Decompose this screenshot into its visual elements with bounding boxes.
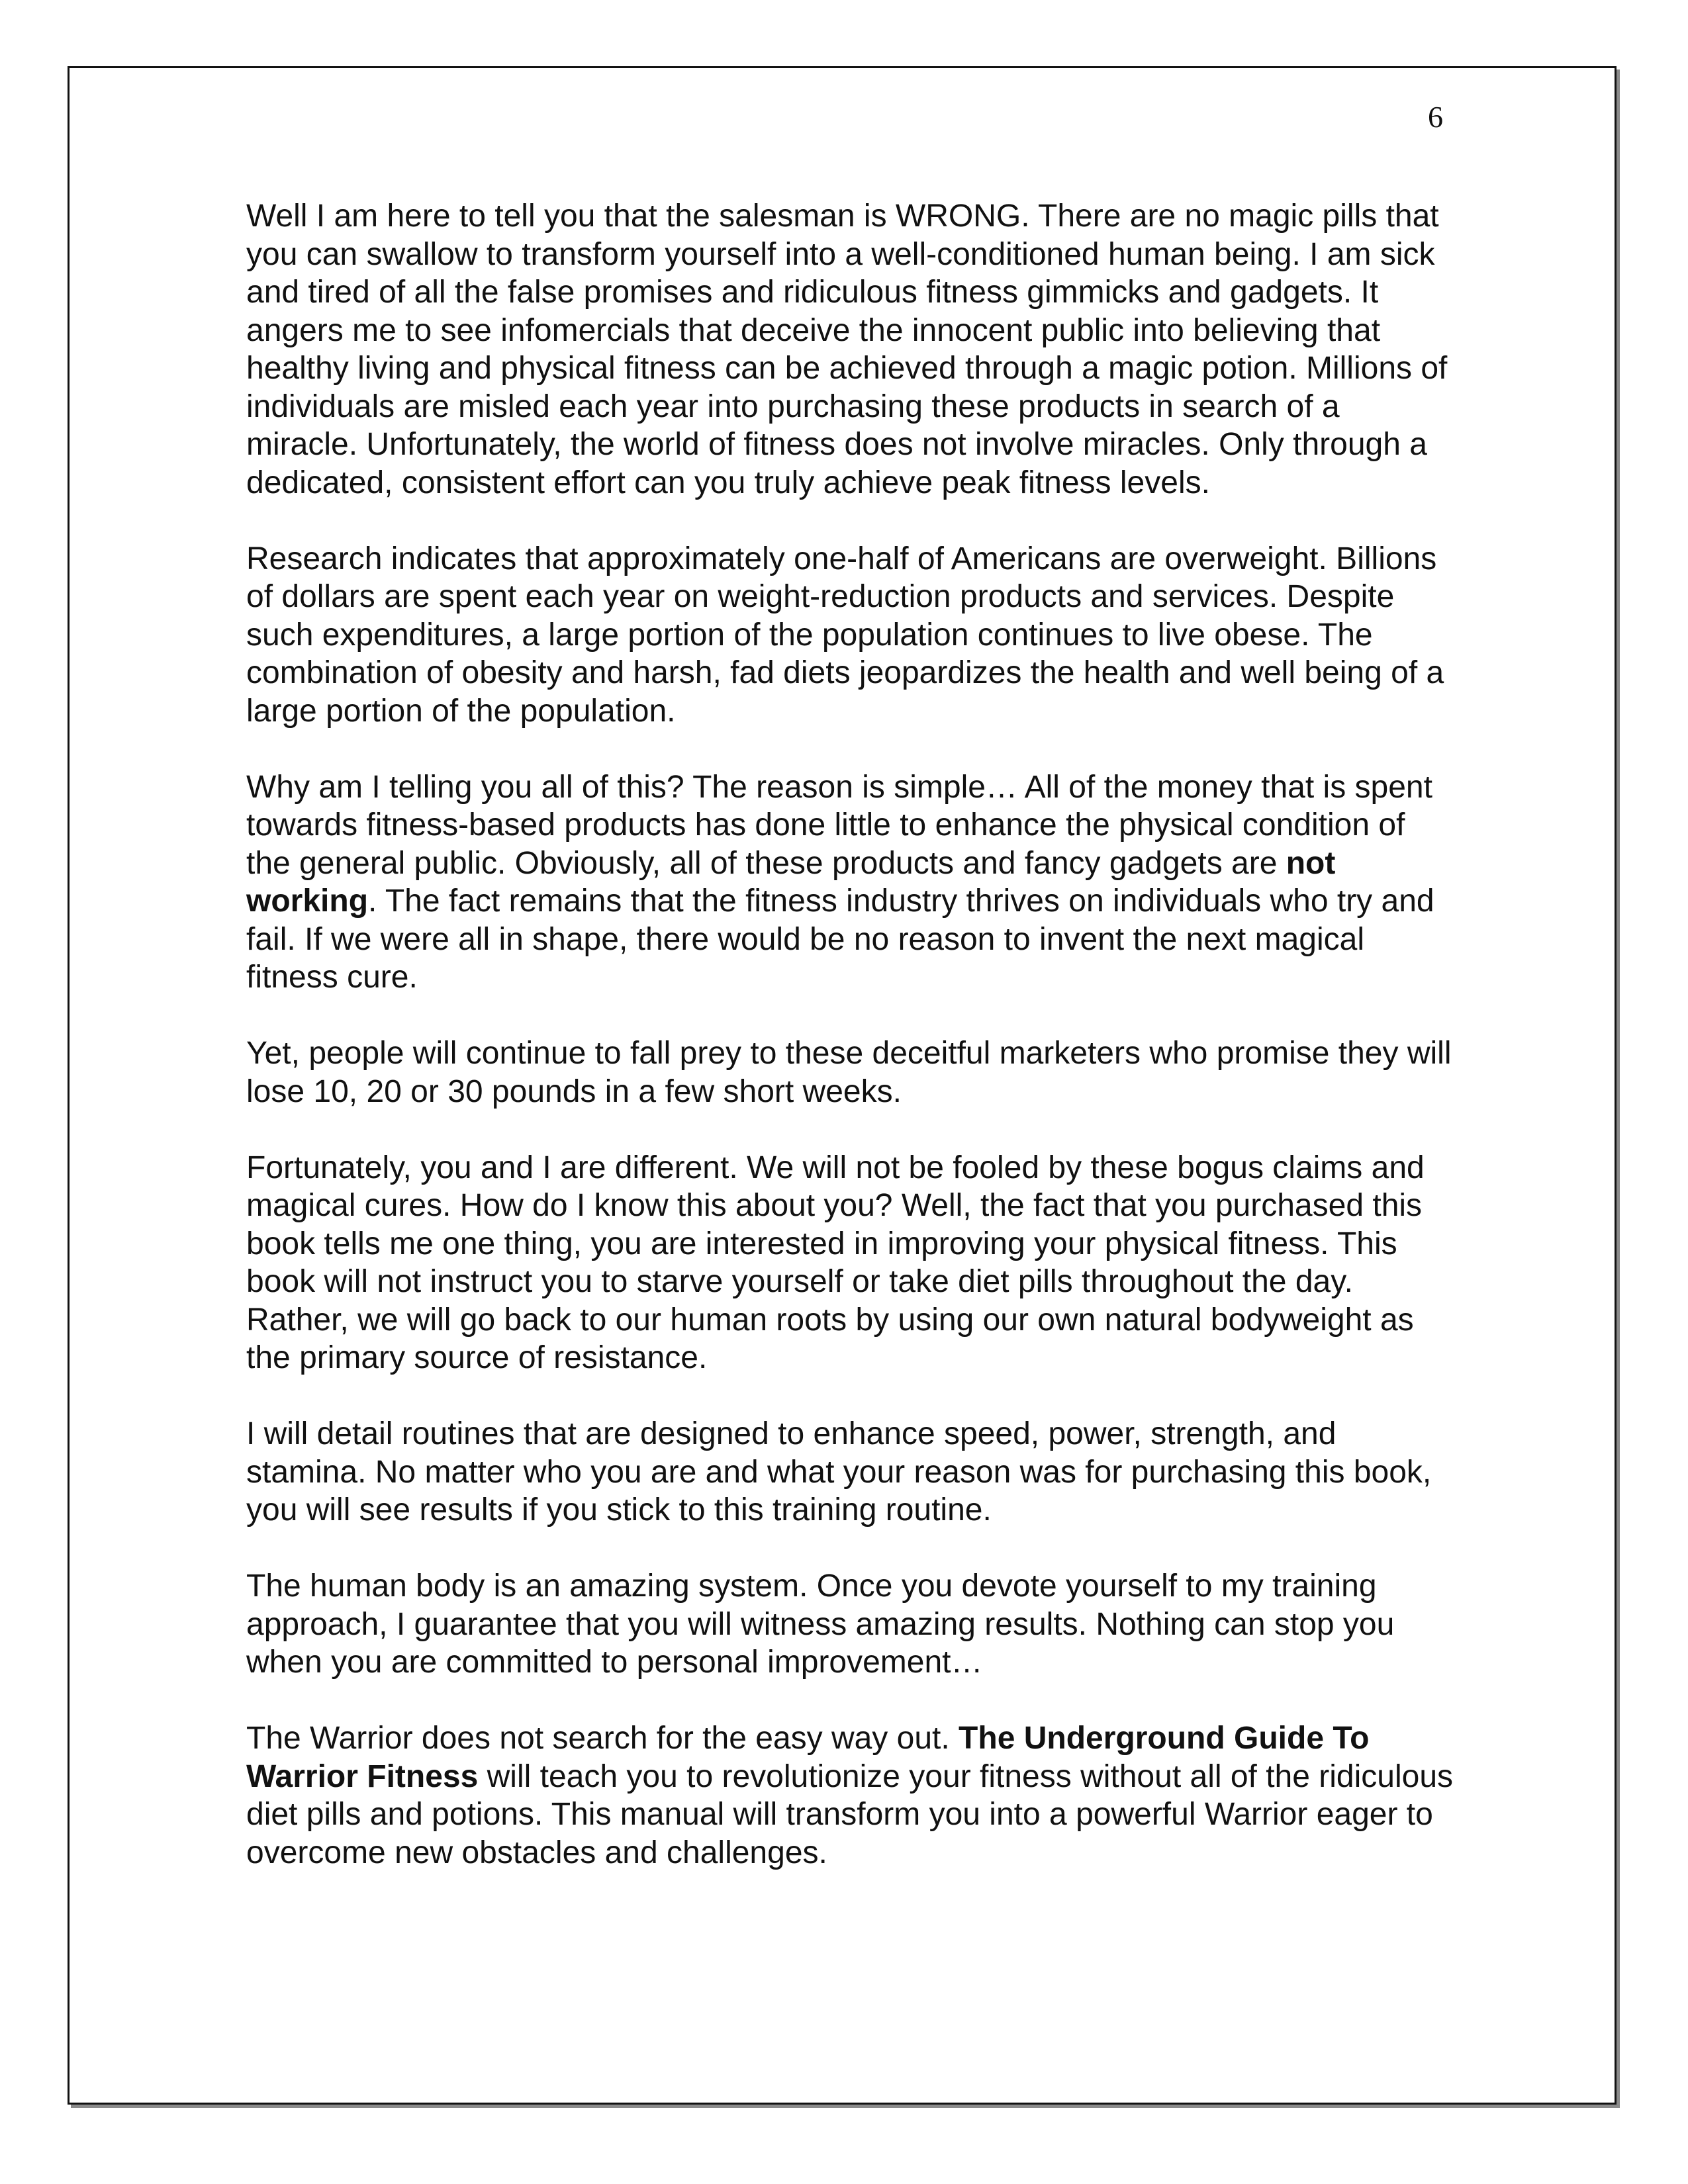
paragraph-3-text-after: . The fact remains that the fitness industry thrives on individuals who try and fail. If we were all in shape, there would be no reason to invent the next magical fitness cure. bbox=[246, 884, 1434, 995]
paragraph-2: Research indicates that approximately one-half of Americans are overweight. Billions of dollars are spent each year on weight-reduction products and services. Despite such expenditures, a large portion of the population continues to live obese. The combination of obesity and harsh, fad diets jeopardizes the health and well being of a large portion of the population. bbox=[246, 541, 1444, 729]
paragraph-3-emphasis: not working bbox=[246, 845, 1336, 919]
paragraph-4: Yet, people will continue to fall prey to these deceitful marketers who promise they will lose 10, 20 or 30 pounds in a few short weeks. bbox=[246, 1036, 1452, 1109]
body-text bbox=[246, 197, 1458, 1910]
book-title: The Underground Guide To Warrior Fitness bbox=[246, 1721, 1370, 1794]
paragraph-8-text-before: The Warrior does not search for the easy way out. bbox=[246, 1721, 959, 1756]
paragraph-3-text-before: Why am I telling you all of this? The reason is simple… All of the money that is spent towards fitness-based products has done little to enhance the physical condition of the general public. Obviously, all of these products and fancy gadgets are bbox=[246, 769, 1432, 881]
paragraph-6: I will detail routines that are designed to enhance speed, power, strength, and stamina. No matter who you are and what your reason was for purchasing this book, you will see results if you stick to this training routine. bbox=[246, 1416, 1432, 1527]
paragraph-8-text-after: will teach you to revolutionize your fitness without all of the ridiculous diet pills and potions. This manual will transform you into a powerful Warrior eager to overcome new obstacles and challenges. bbox=[246, 1758, 1454, 1870]
paragraph-3 bbox=[246, 768, 1458, 997]
page-number: 6 bbox=[1428, 100, 1443, 134]
paragraph-5: Fortunately, you and I are different. We will not be fooled by these bogus claims and magical cures. How do I know this about you? Well, the fact that you purchased this book tells me one thing, you are interested in improving your physical fitness. This book will not instruct you to starve yourself or take diet pills throughout the day. Rather, we will go back to our human roots by using our own natural bodyweight as the primary source of resistance. bbox=[246, 1150, 1425, 1375]
paragraph-7: The human body is an amazing system. Once you devote yourself to my training approach, I guarantee that you will witness amazing results. Nothing can stop you when you are committed to personal improvement… bbox=[246, 1569, 1395, 1680]
paragraph-8 bbox=[246, 1719, 1458, 1872]
paragraph-1: Well I am here to tell you that the salesman is WRONG. There are no magic pills that you can swallow to transform yourself into a well-conditioned human being. I am sick and tired of all the false promises and ridiculous fitness gimmicks and gadgets. It angers me to see infomercials that deceive the innocent public into believing that healthy living and physical fitness can be achieved through a magic potion. Millions of individuals are misled each year into purchasing these products in search of a miracle. Unfortunately, the world of fitness does not involve miracles. Only through a dedicated, consistent effort can you truly achieve peak fitness levels. bbox=[246, 199, 1448, 500]
